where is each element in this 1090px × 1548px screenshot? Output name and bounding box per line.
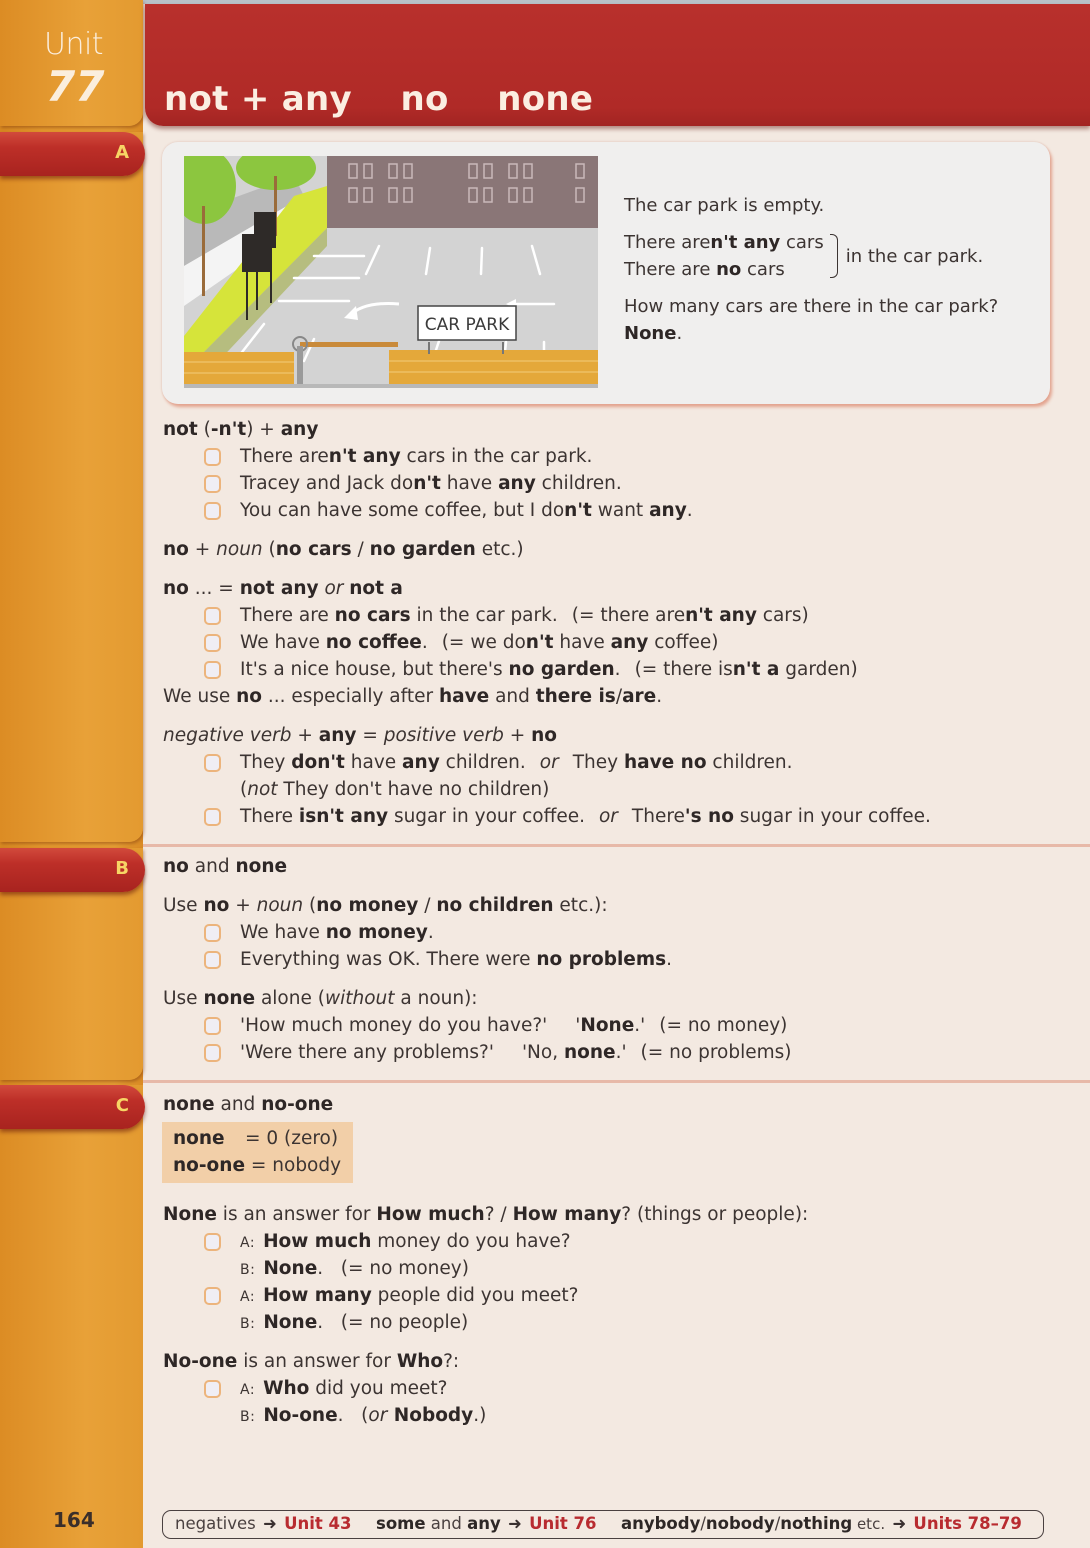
brace-line-b: There are no cars xyxy=(624,259,785,280)
intro-question: How many cars are there in the car park? xyxy=(624,296,999,317)
heading-no-equals: no ... = not any or not a xyxy=(163,578,403,599)
section-tab-b[interactable] xyxy=(0,848,145,892)
section-divider xyxy=(143,844,1090,847)
unit-badge xyxy=(0,0,143,126)
example-item: You can have some coffee, but I don't want any. xyxy=(163,497,931,524)
checkbox-icon[interactable] xyxy=(204,1287,221,1305)
xref-anybody: anybody/nobody/nothing etc. ➜ Units 78–79 xyxy=(620,1514,1022,1533)
intro-line-1: The car park is empty. xyxy=(624,195,825,216)
page-number: 164 xyxy=(53,1508,95,1532)
section-letter: C xyxy=(115,1095,129,1116)
link-unit-43[interactable]: Unit 43 xyxy=(284,1514,352,1533)
section-tab-c[interactable] xyxy=(0,1085,145,1129)
page-title: not + any no none xyxy=(164,79,594,119)
section-b-content xyxy=(163,853,791,1066)
heading-no-noun: no + noun (no cars / no garden etc.) xyxy=(163,539,524,560)
definition-row: no-one = nobody xyxy=(173,1155,342,1176)
brace-group xyxy=(624,229,1024,283)
example-item: There are no cars in the car park. (= there aren't any cars) xyxy=(163,602,931,629)
definition-box xyxy=(162,1122,353,1183)
section-letter: A xyxy=(115,142,129,163)
link-unit-76[interactable]: Unit 76 xyxy=(529,1514,597,1533)
section-letter: B xyxy=(115,858,129,879)
example-item: 'How much money do you have?' 'None.' (= no money) xyxy=(163,1012,791,1039)
heading-none-answer: None is an answer for How much? / How many? (things or people): xyxy=(163,1204,809,1225)
title-banner xyxy=(145,4,1090,126)
checkbox-icon[interactable] xyxy=(204,1044,221,1062)
heading-not-any: not (-n't) + any xyxy=(163,419,319,440)
brace-icon xyxy=(830,234,838,278)
brace-line-a: There aren't any cars xyxy=(624,232,824,253)
xref-some-any: some and any ➜ Unit 76 xyxy=(376,1514,597,1533)
dialogue-line-b: B: None. (= no people) xyxy=(240,1312,469,1333)
car-park-image xyxy=(184,156,598,388)
dialogue-line-a: A: How much money do you have? xyxy=(163,1228,808,1255)
intro-text xyxy=(624,192,1024,357)
arrow-right-icon: ➜ xyxy=(263,1514,277,1533)
brick-wall xyxy=(184,352,294,384)
heading-no-and-none: no and none xyxy=(163,856,288,877)
dialogue-line-a: A: How many people did you meet? xyxy=(163,1282,808,1309)
section-c-content xyxy=(163,1091,808,1429)
dialogue-line-b: B: No-one. (or Nobody.) xyxy=(240,1405,487,1426)
unit-label: Unit xyxy=(44,27,104,62)
section-divider xyxy=(143,1080,1090,1083)
example-item: It's a nice house, but there's no garden. (= there isn't a garden) xyxy=(163,656,931,683)
section-tab-a[interactable] xyxy=(0,132,145,176)
checkbox-icon[interactable] xyxy=(204,607,221,625)
section-a-sidebar xyxy=(0,132,143,842)
sidebar xyxy=(0,0,143,1548)
checkbox-icon[interactable] xyxy=(204,661,221,679)
heading-no-one-answer: No-one is an answer for Who?: xyxy=(163,1351,460,1372)
unit-number: 77 xyxy=(46,62,105,111)
arrow-right-icon: ➜ xyxy=(892,1514,907,1533)
section-c-sidebar xyxy=(0,1085,143,1548)
building xyxy=(327,156,598,228)
usage-note: We use no ... especially after have and there is/are. xyxy=(163,686,663,707)
checkbox-icon[interactable] xyxy=(204,448,221,466)
checkbox-icon[interactable] xyxy=(204,754,221,772)
heading-none-and-no-one: none and no-one xyxy=(163,1094,334,1115)
car-park-sign-text: CAR PARK xyxy=(424,315,510,335)
section-a-content xyxy=(163,416,931,830)
definition-row: none = 0 (zero) xyxy=(173,1128,339,1149)
example-item: 'Were there any problems?' 'No, none.' (= no problems) xyxy=(163,1039,791,1066)
example-item: We have no coffee. (= we don't have any coffee) xyxy=(163,629,931,656)
dialogue-line-b: B: None. (= no money) xyxy=(240,1258,469,1279)
arrow-right-icon: ➜ xyxy=(507,1514,522,1533)
checkbox-icon[interactable] xyxy=(204,924,221,942)
example-item: Everything was OK. There were no problems. xyxy=(163,946,791,973)
link-units-78-79[interactable]: Units 78–79 xyxy=(913,1514,1022,1533)
car-park-illustration xyxy=(184,156,598,388)
example-item: There aren't any cars in the car park. xyxy=(163,443,931,470)
example-item: There isn't any sugar in your coffee. or There's no sugar in your coffee. xyxy=(163,803,931,830)
xref-negatives: negatives ➜ Unit 43 xyxy=(175,1514,352,1533)
cross-reference-bar xyxy=(162,1510,1044,1539)
heading-negative-verb: negative verb + any = positive verb + no xyxy=(163,725,558,746)
checkbox-icon[interactable] xyxy=(204,475,221,493)
checkbox-icon[interactable] xyxy=(204,1017,221,1035)
example-item: They don't have any children. or They have no children. xyxy=(163,749,931,776)
checkbox-icon[interactable] xyxy=(204,634,221,652)
intro-answer: None. xyxy=(624,323,683,344)
example-item: Tracey and Jack don't have any children. xyxy=(163,470,931,497)
heading-use-no: Use no + noun (no money / no children etc.): xyxy=(163,895,608,916)
checkbox-icon[interactable] xyxy=(204,502,221,520)
heading-use-none: Use none alone (without a noun): xyxy=(163,988,478,1009)
intro-card xyxy=(162,142,1050,404)
example-item: We have no money. xyxy=(163,919,791,946)
barrier-arm xyxy=(300,342,398,347)
checkbox-icon[interactable] xyxy=(204,1233,221,1251)
checkbox-icon[interactable] xyxy=(204,951,221,969)
brick-wall xyxy=(389,350,598,384)
checkbox-icon[interactable] xyxy=(204,1380,221,1398)
example-note: (not They don't have no children) xyxy=(240,779,550,800)
brace-tail: in the car park. xyxy=(845,245,984,267)
checkbox-icon[interactable] xyxy=(204,808,221,826)
dialogue-line-a: A: Who did you meet? xyxy=(163,1375,808,1402)
